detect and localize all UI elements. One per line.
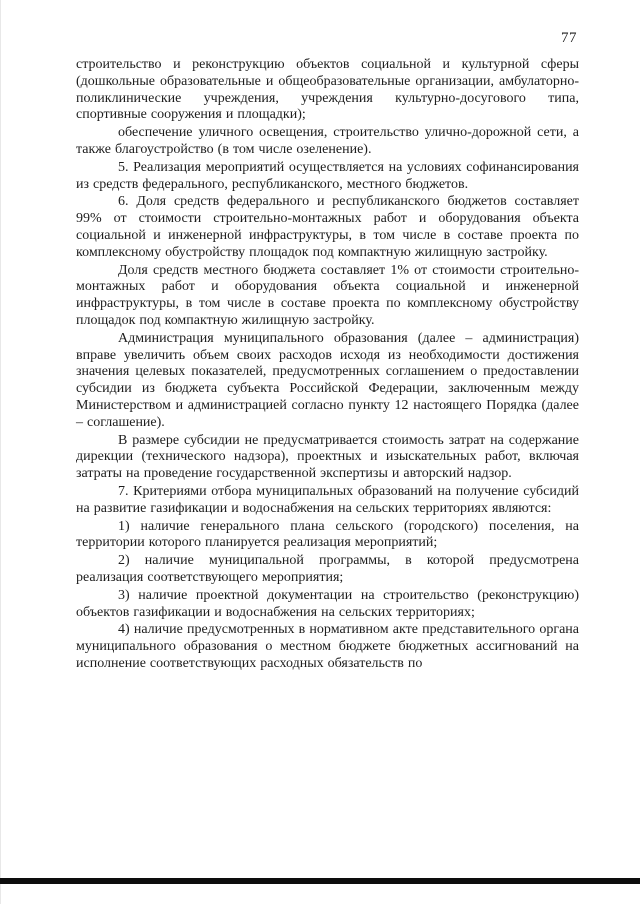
paragraph-local-budget-share: Доля средств местного бюджета составляет 1% от стоимости строительно-монтажных работ и оборудования объекта социальной и инженерной инфраструктуры, в том числе в составе проекта по комплексному обустройству площадок под компактную жилищную застройку. [76,262,579,328]
paragraph-item-6: 6. Доля средств федерального и республиканского бюджетов составляет 99% от стоимости строительно-монтажных работ и оборудования объекта социальной и инженерной инфраструктуры, в том числе в составе проекта по комплексному обустройству площадок под компактную жилищную застройку. [76,194,579,260]
paragraph-item-5: 5. Реализация мероприятий осуществляется на условиях софинансирования из средств федерального, республиканского, местного бюджетов. [76,159,579,192]
criterion-1: 1) наличие генерального плана сельского (городского) поселения, на территории которого планируется реализация мероприятий; [76,518,579,551]
document-body [76,57,579,674]
scan-bottom-edge [0,878,640,884]
paragraph-subsidy-exclusions: В размере субсидии не предусматривается стоимость затрат на содержание дирекции (технического надзора), проектных и изыскательных работ, включая затраты на проведение государственной экспертизы и авторский надзор. [76,432,579,482]
page-number: 77 [561,30,577,46]
criterion-2: 2) наличие муниципальной программы, в которой предусмотрена реализация соответствующего мероприятия; [76,553,579,585]
scan-left-edge [0,0,1,904]
criterion-4: 4) наличие предусмотренных в нормативном акте представительного органа муниципального образования о местном бюджете бюджетных ассигнований на исполнение соответствующих расходных обязательств по [76,622,579,671]
criterion-3: 3) наличие проектной документации на строительство (реконструкцию) объектов газификации и водоснабжения на сельских территориях; [76,587,579,620]
paragraph-street-lighting: обеспечение уличного освещения, строительство улично-дорожной сети, а также благоустройство (в том числе озеленение). [76,125,579,157]
paragraph-item-7: 7. Критериями отбора муниципальных образований на получение субсидий на развитие газификации и водоснабжения на сельских территориях являются: [76,483,579,516]
paragraph-administration: Администрация муниципального образования (далее – администрация) вправе увеличить объем своих расходов исходя из необходимости достижения значения целевых показателей, предусмотренных соглашением о предоставлении субсидии из бюджета субъекта Российской Федерации, заключенным между Министерством и администрацией согласно пункту 12 настоящего Порядка (далее – соглашение). [76,330,579,430]
paragraph-construction-objects: строительство и реконструкцию объектов социальной и культурной сферы (дошкольные образовательные и общеобразовательные организации, амбулаторно-поликлинические учреждения, учреждения культурно-досугового типа, спортивные сооружения и площадки); [76,57,579,123]
